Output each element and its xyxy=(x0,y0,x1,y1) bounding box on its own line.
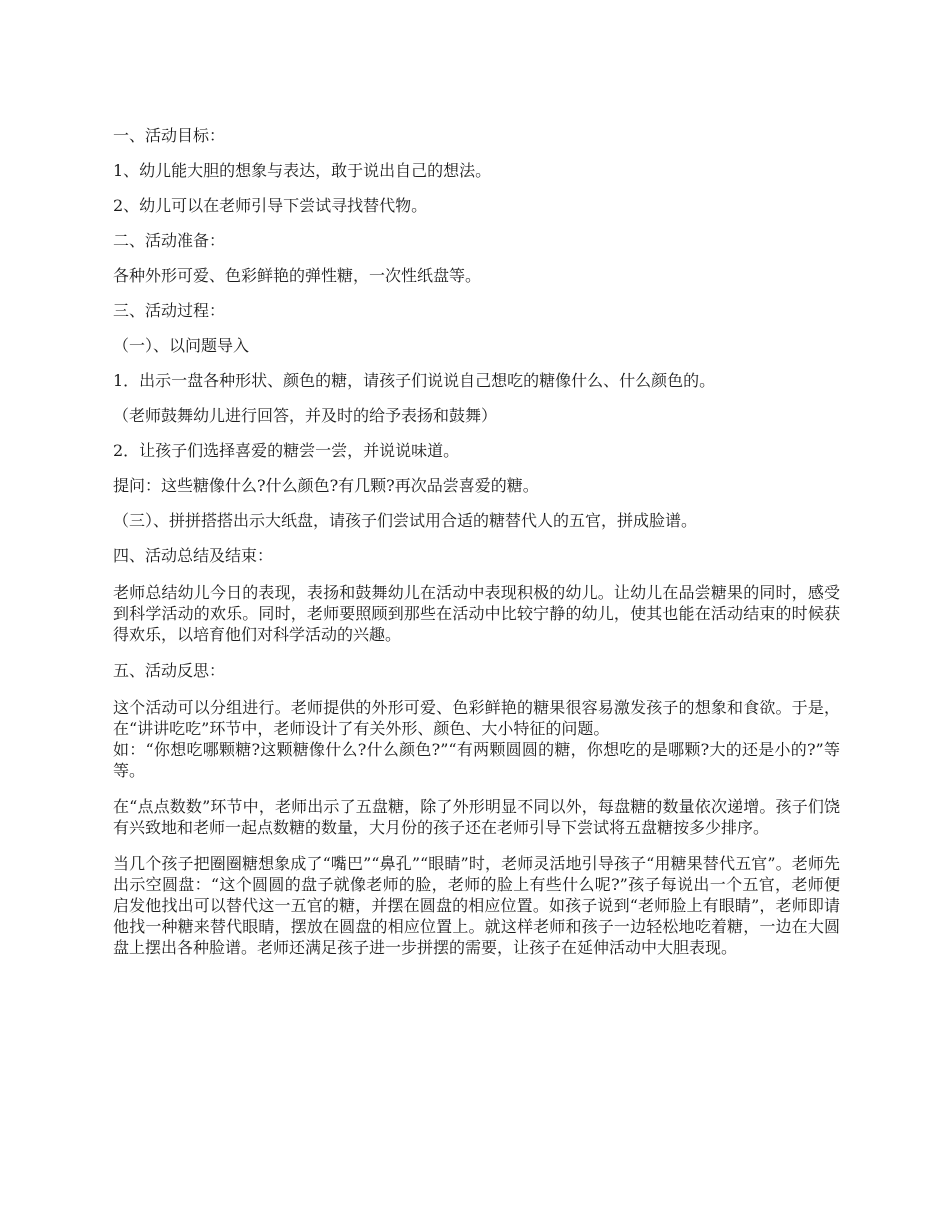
reflection-paragraph-3: 当几个孩子把圈圈糖想象成了“嘴巴”“鼻孔”“眼睛”时，老师灵活地引导孩子“用糖果替代五官”。老师先出示空圆盘：“这个圆圆的盘子就像老师的脸，老师的脸上有些什么呢?”孩子每说出一个五官，老师便启发他找出可以替代这一五官的糖，并摆在圆盘的相应位置。如孩子说到“老师脸上有眼睛”，老师即请他找一种糖来替代眼睛，摆放在圆盘的相应位置上。就这样老师和孩子一边轻松地吃着糖，一边在大圆盘上摆出各种脸谱。老师还满足孩子进一步拼摆的需要，让孩子在延伸活动中大胆表现。 xyxy=(113,854,840,957)
process-step-1-title: （一）、以问题导入 xyxy=(113,336,250,355)
goal-item-2: 2、幼儿可以在老师引导下尝试寻找替代物。 xyxy=(113,196,428,215)
process-question: 提问：这些糖像什么?什么颜色?有几颗?再次品尝喜爱的糖。 xyxy=(113,476,539,495)
summary-paragraph: 老师总结幼儿今日的表现，表扬和鼓舞幼儿在活动中表现积极的幼儿。让幼儿在品尝糖果的同时，感受到科学活动的欢乐。同时，老师要照顾到那些在活动中比较宁静的幼儿，使其也能在活动结束的时候获得欢乐，以培育他们对科学活动的兴趣。 xyxy=(113,583,840,644)
heading-activity-process: 三、活动过程： xyxy=(113,301,226,320)
document-page xyxy=(113,126,840,973)
reflection-paragraph-1b: 如：“你想吃哪颗糖?这颗糖像什么?什么颜色?”“有两颗圆圆的糖，你想吃的是哪颗?大的还是小的?”等等。 xyxy=(113,740,840,780)
process-note: （老师鼓舞幼儿进行回答，并及时的给予表扬和鼓舞） xyxy=(113,406,498,425)
goal-item-1: 1、幼儿能大胆的想象与表达，敢于说出自己的想法。 xyxy=(113,161,492,180)
heading-reflection: 五、活动反思： xyxy=(113,661,226,680)
reflection-paragraph-2: 在“点点数数”环节中，老师出示了五盘糖，除了外形明显不同以外，每盘糖的数量依次递增。孩子们饶有兴致地和老师一起点数糖的数量，大月份的孩子还在老师引导下尝试将五盘糖按多少排序。 xyxy=(113,797,840,837)
process-item-2: 2．让孩子们选择喜爱的糖尝一尝，并说说味道。 xyxy=(113,441,460,460)
heading-summary: 四、活动总结及结束： xyxy=(113,546,274,565)
reflection-paragraph-1a: 这个活动可以分组进行。老师提供的外形可爱、色彩鲜艳的糖果很容易激发孩子的想象和食欲。于是，在“讲讲吃吃”环节中，老师设计了有关外形、颜色、大小特征的问题。 xyxy=(113,698,840,738)
process-step-3: （三）、拼拼搭搭出示大纸盘，请孩子们尝试用合适的糖替代人的五官，拼成脸谱。 xyxy=(113,511,698,530)
process-item-1: 1．出示一盘各种形状、颜色的糖，请孩子们说说自己想吃的糖像什么、什么颜色的。 xyxy=(113,371,716,390)
heading-activity-goals: 一、活动目标： xyxy=(113,126,226,145)
preparation-text: 各种外形可爱、色彩鲜艳的弹性糖，一次性纸盘等。 xyxy=(113,266,482,285)
heading-activity-preparation: 二、活动准备： xyxy=(113,231,226,250)
